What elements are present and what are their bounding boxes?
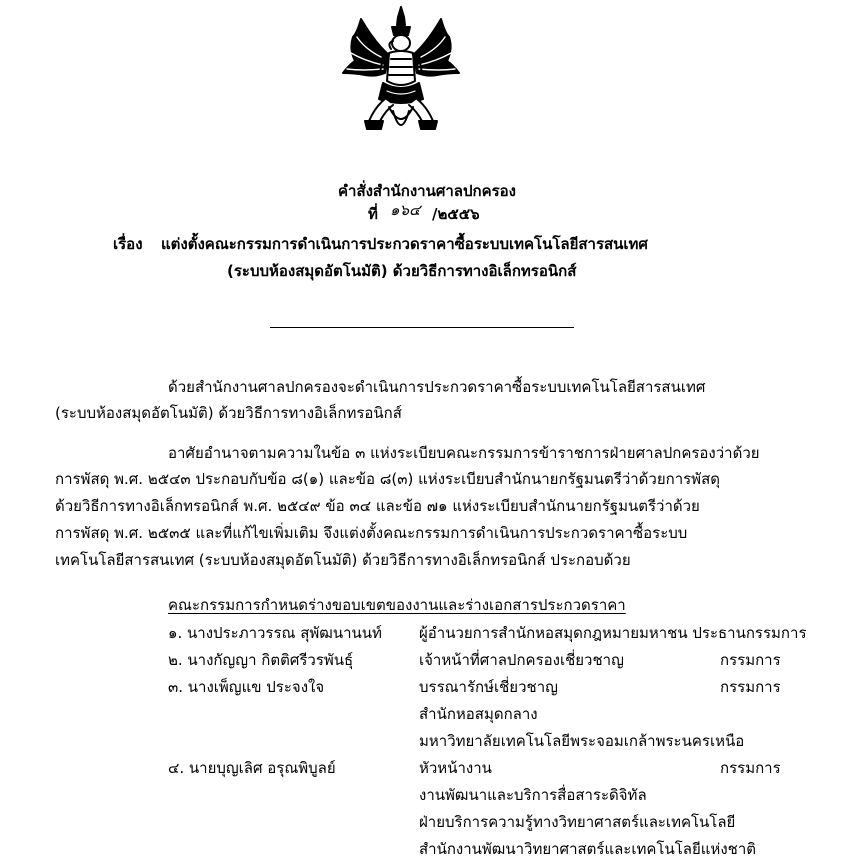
para2-line-1: อาศัยอำนาจตามความในข้อ ๓ แห่งระเบียบคณะกรรมการข้าราชการฝ่ายศาลปกครองว่าด้วย [168,444,760,462]
member-role: กรรมการ [720,759,781,777]
member-name: ๓. นางเพ็ญแข ประจงใจ [168,678,325,696]
order-title: คำสั่งสำนักงานศาลปกครอง [337,182,516,200]
para1-line-2: (ระบบห้องสมุดอัตโนมัติ) ด้วยวิธีการทางอิเล็กทรอนิกส์ [55,404,402,422]
member-role: กรรมการ [720,678,781,696]
member-position: งานพัฒนาและบริการสื่อสาระดิจิทัล [419,786,647,804]
para2-line-4: การพัสดุ พ.ศ. ๒๕๓๕ และที่แก้ไขเพิ่มเติม จึงแต่งตั้งคณะกรรมการดำเนินการประกวดราคาซื้อระบบ [55,524,688,542]
subject-line-2: (ระบบห้องสมุดอัตโนมัติ) ด้วยวิธีการทางอิเล็กทรอนิกส์ [227,262,577,280]
divider-line [270,327,574,328]
para1-line-1: ด้วยสำนักงานศาลปกครองจะดำเนินการประกวดราคาซื้อระบบเทคโนโลยีสารสนเทศ [168,378,706,396]
member-name: ๔. นายบุญเลิศ อรุณพิบูลย์ [168,759,336,777]
para2-line-5: เทคโนโลยีสารสนเทศ (ระบบห้องสมุดอัตโนมัติ) ด้วยวิธีการทางอิเล็กทรอนิกส์ ประกอบด้วย [55,551,631,569]
para2-line-3: ด้วยวิธีการทางอิเล็กทรอนิกส์ พ.ศ. ๒๕๔๙ ข้อ ๓๔ และข้อ ๗๑ แห่งระเบียบสำนักนายกรัฐมนตรีว่าด้วย [55,497,700,515]
garuda-emblem-icon [335,3,467,141]
member-role: กรรมการ [720,651,781,669]
member-position: สำนักงานพัฒนาวิทยาศาสตร์และเทคโนโลยีแห่งชาติ [419,840,756,858]
member-position: ผู้อำนวยการสำนักหอสมุดกฎหมายมหาชน ประธานกรรมการ [419,624,807,642]
member-position: สำนักหอสมุดกลาง [419,705,538,723]
member-position: ฝ่ายบริการความรู้ทางวิทยาศาสตร์และเทคโนโลยี [419,813,736,831]
order-year: /๒๕๕๖ [432,205,480,223]
order-number-prefix: ที่ [368,205,378,223]
member-position: บรรณารักษ์เชี่ยวชาญ [419,678,558,696]
member-position: หัวหน้างาน [419,759,492,777]
order-number-handwritten: ๑๖๔ [390,201,421,219]
member-name: ๒. นางกัญญา กิตติศรีวรพันธุ์ [168,651,354,669]
member-name: ๑. นางประภาวรรณ สุพัฒนานนท์ [168,624,382,642]
committee-heading: คณะกรรมการกำหนดร่างขอบเขตของงานและร่างเอกสารประกวดราคา [168,596,626,614]
subject-line-1: แต่งตั้งคณะกรรมการดำเนินการประกวดราคาซื้อระบบเทคโนโลยีสารสนเทศ [161,235,648,253]
member-position: เจ้าหน้าที่ศาลปกครองเชี่ยวชาญ [419,651,624,669]
member-position: มหาวิทยาลัยเทคโนโลยีพระจอมเกล้าพระนครเหนือ [419,732,745,750]
para2-line-2: การพัสดุ พ.ศ. ๒๕๔๓ ประกอบกับข้อ ๘(๑) และข้อ ๘(๓) แห่งระเบียบสำนักนายกรัฐมนตรีว่าด้วยการพัสดุ [55,470,720,488]
subject-label: เรื่อง [113,235,143,253]
